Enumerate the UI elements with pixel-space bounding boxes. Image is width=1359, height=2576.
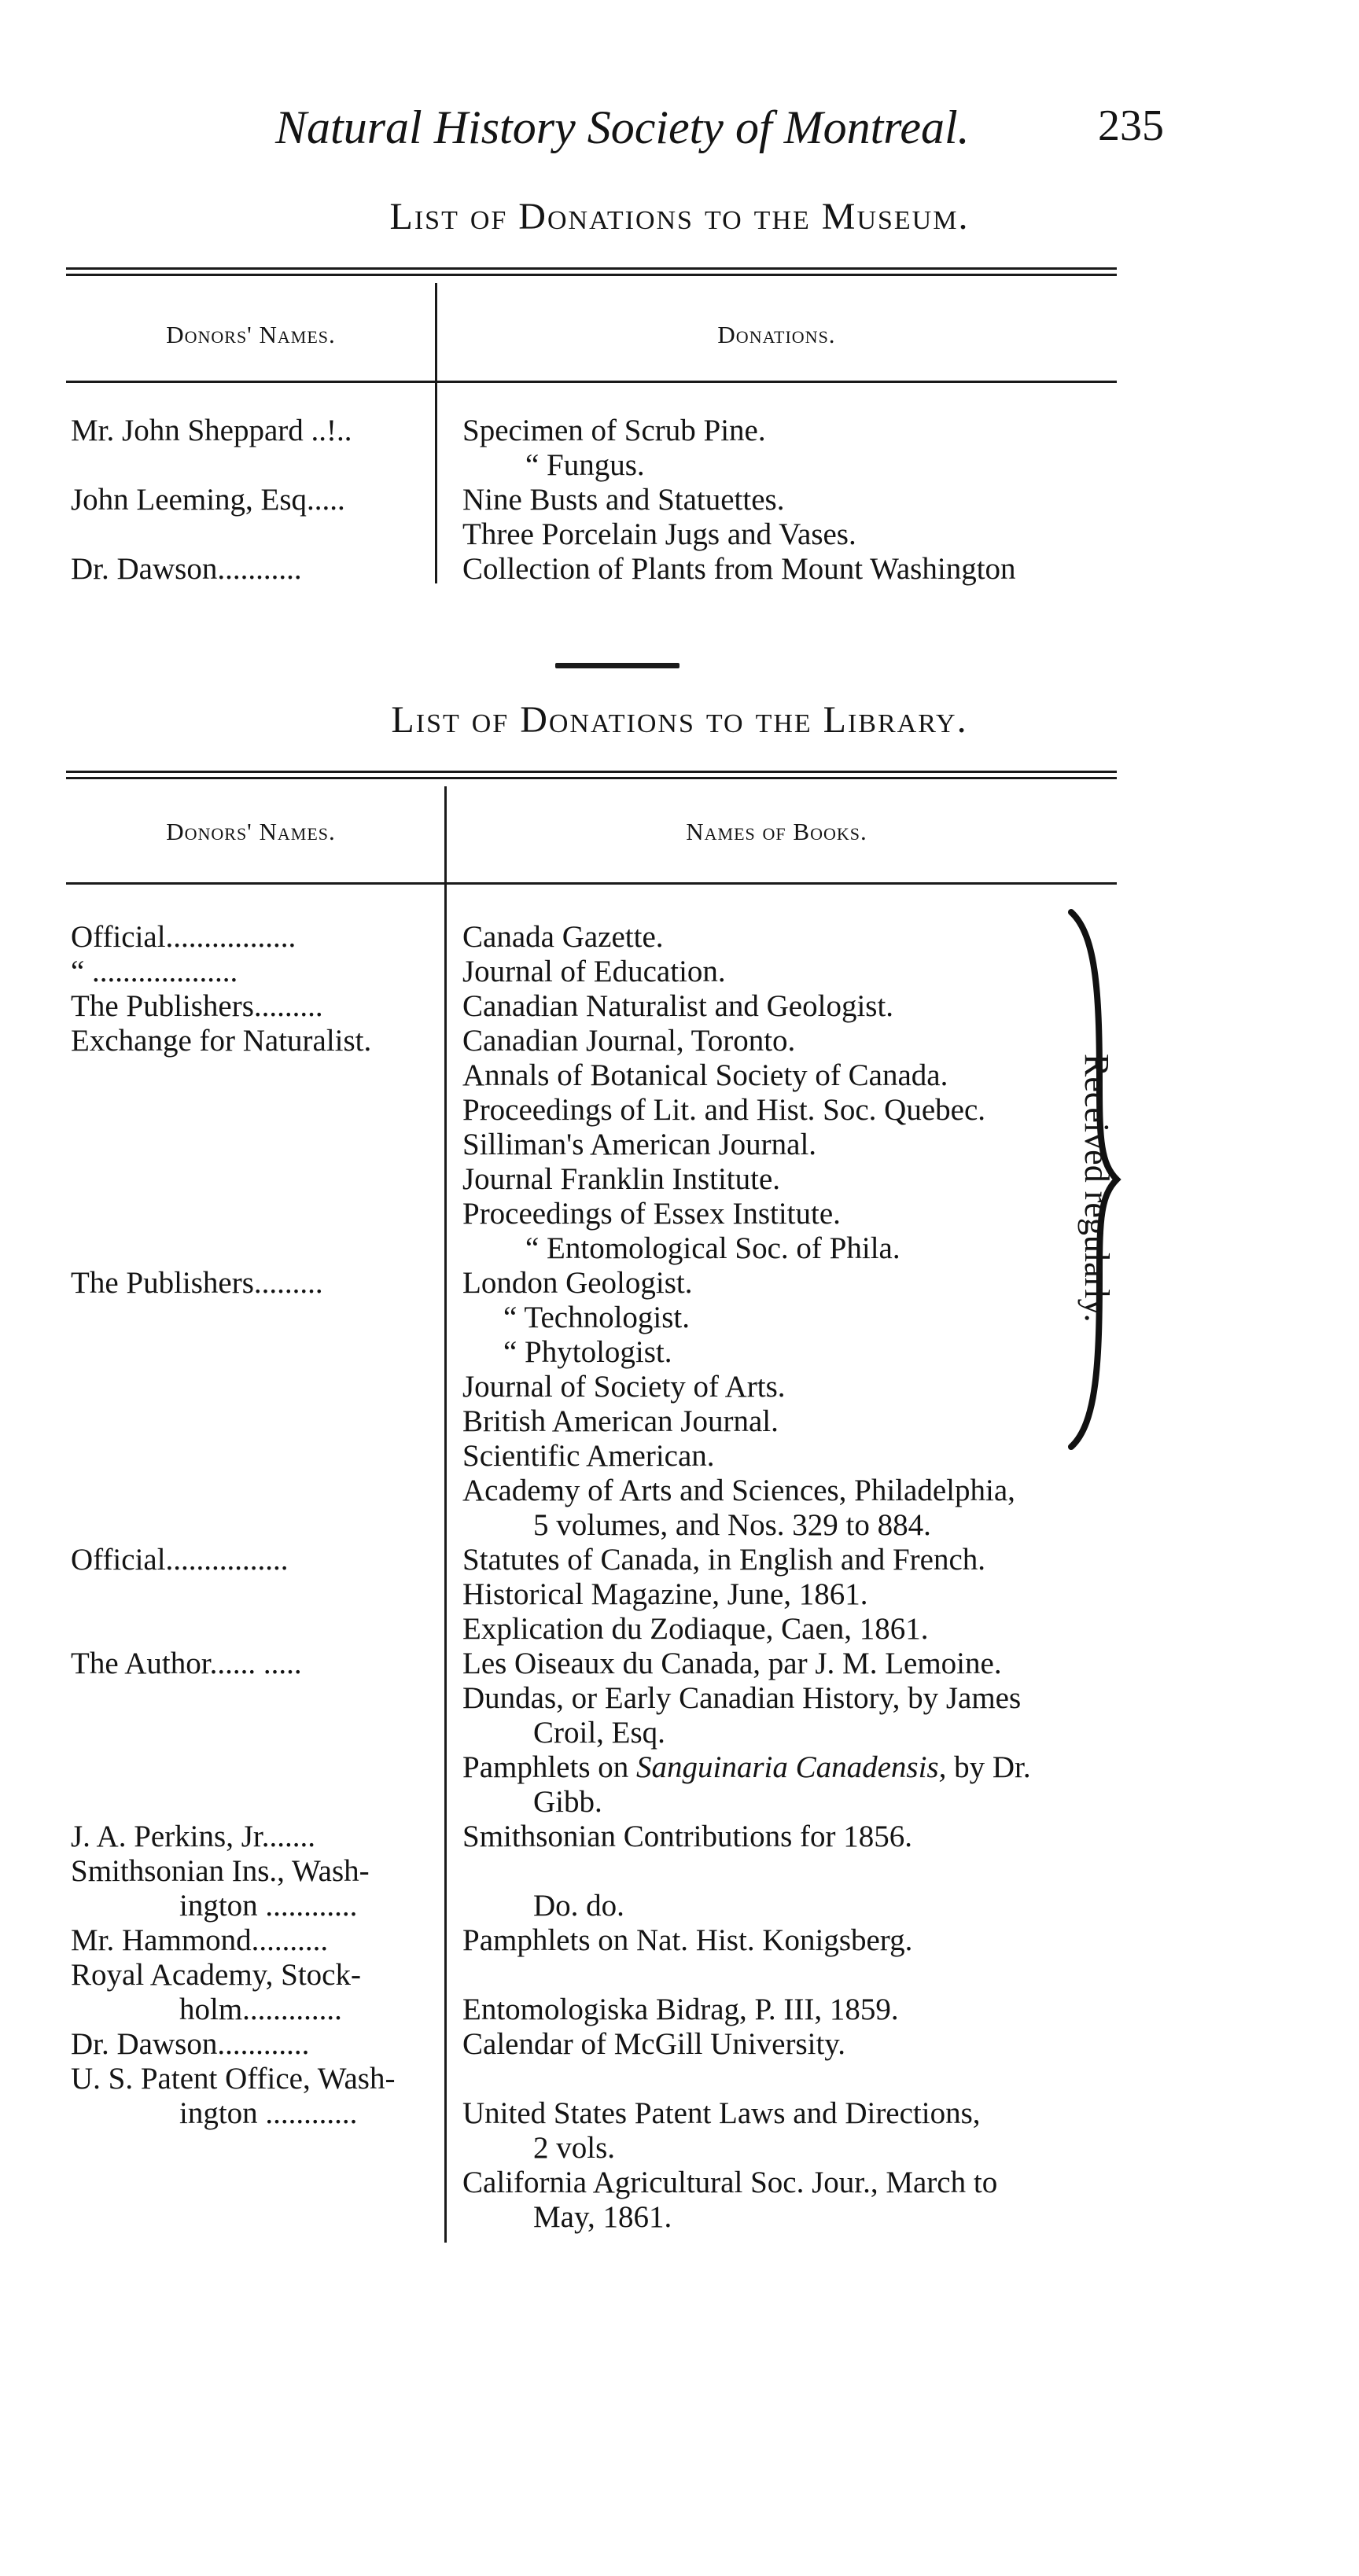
museum-donor: Mr. John Sheppard ..!..	[71, 414, 352, 447]
library-donor: J. A. Perkins, Jr.......	[71, 1820, 315, 1853]
book-title: “ Technologist.	[503, 1301, 691, 1334]
museum-donation: “ Fungus.	[525, 448, 645, 482]
library-top-rule-2	[66, 777, 1117, 779]
book-title: Do. do.	[533, 1889, 624, 1923]
library-col-books: Names of Books.	[686, 818, 867, 845]
library-donor: Official................	[71, 1543, 289, 1577]
book-title: Proceedings of Essex Institute.	[462, 1197, 841, 1231]
page-header	[275, 101, 1164, 156]
book-title: Explication du Zodiaque, Caen, 1861.	[462, 1612, 929, 1646]
library-donor: Royal Academy, Stock-	[71, 1958, 361, 1992]
book-title: Entomologiska Bidrag, P. III, 1859.	[462, 1993, 899, 2026]
section-divider	[555, 663, 680, 668]
book-title: Annals of Botanical Society of Canada.	[462, 1058, 948, 1092]
book-title: California Agricultural Soc. Jour., March to	[462, 2166, 998, 2199]
library-donor: “ ...................	[71, 955, 238, 988]
book-title: Silliman's American Journal.	[462, 1128, 817, 1161]
library-donor: The Author...... .....	[71, 1647, 302, 1680]
book-title: Historical Magazine, June, 1861.	[462, 1577, 868, 1611]
book-title: London Geologist.	[462, 1266, 693, 1300]
book-title: Journal of Society of Arts.	[462, 1370, 786, 1404]
book-title: Academy of Arts and Sciences, Philadelphia,	[462, 1474, 1015, 1507]
book-title: United States Patent Laws and Directions,	[462, 2096, 981, 2130]
book-title: “ Phytologist.	[503, 1335, 672, 1369]
book-title-part: by Dr.	[954, 1750, 1031, 1784]
library-donor: Mr. Hammond..........	[71, 1923, 329, 1957]
library-donor: The Publishers.........	[71, 1266, 323, 1300]
book-title: Journal Franklin Institute.	[462, 1162, 781, 1196]
museum-col-donations: Donations.	[717, 321, 836, 348]
museum-donation: Collection of Plants from Mount Washington	[462, 552, 1016, 586]
book-title: Canadian Journal, Toronto.	[462, 1024, 796, 1058]
museum-donor: Dr. Dawson...........	[71, 552, 302, 586]
museum-donation: Three Porcelain Jugs and Vases.	[462, 517, 856, 551]
book-title-italic: Sanguinaria Canadensis,	[636, 1750, 947, 1784]
museum-donor: John Leeming, Esq.....	[71, 483, 345, 517]
library-donor: Dr. Dawson............	[71, 2027, 310, 2061]
book-title-continued: Croil, Esq.	[533, 1716, 665, 1750]
museum-top-rule-2	[66, 274, 1117, 276]
book-title: Statutes of Canada, in English and French.	[462, 1543, 986, 1577]
book-title: British American Journal.	[462, 1404, 779, 1438]
museum-header-rule	[66, 381, 1117, 383]
page-number: 235	[1098, 101, 1164, 150]
museum-donation: Specimen of Scrub Pine.	[462, 414, 766, 447]
book-title: Dundas, or Early Canadian History, by James	[462, 1681, 1022, 1715]
library-donor: ington ............	[179, 2096, 358, 2130]
library-col-donors: Donors' Names.	[166, 818, 336, 845]
book-title: Proceedings of Lit. and Hist. Soc. Quebec.	[462, 1093, 986, 1127]
library-donor: U. S. Patent Office, Wash-	[71, 2062, 396, 2096]
book-title: Journal of Education.	[462, 955, 726, 988]
library-donor: ington ............	[179, 1889, 358, 1923]
book-title-part: Pamphlets on	[462, 1750, 629, 1784]
book-title-continued: 5 volumes, and Nos. 329 to 884.	[533, 1508, 931, 1542]
book-title: Pamphlets on Nat. Hist. Konigsberg.	[462, 1923, 913, 1957]
book-title-continued: Gibb.	[533, 1785, 602, 1819]
book-title: “ Entomological Soc. of Phila.	[525, 1231, 900, 1265]
book-title: Scientific American.	[462, 1439, 715, 1473]
library-donor: holm.............	[179, 1993, 342, 2026]
book-title-continued: 2 vols.	[533, 2131, 616, 2165]
library-donor: Smithsonian Ins., Wash-	[71, 1854, 370, 1888]
library-donor: The Publishers.........	[71, 989, 323, 1023]
book-title: Canadian Naturalist and Geologist.	[462, 989, 894, 1023]
museum-heading: List of Donations to the Museum.	[389, 196, 970, 237]
book-title: Les Oiseaux du Canada, par J. M. Lemoine.	[462, 1647, 1002, 1680]
library-top-rule	[66, 771, 1117, 773]
running-title: Natural History Society of Montreal.	[275, 101, 970, 153]
book-title: Smithsonian Contributions for 1856.	[462, 1820, 913, 1853]
library-heading: List of Donations to the Library.	[391, 699, 968, 741]
museum-col-donors: Donors' Names.	[166, 321, 336, 348]
library-donor: Official.................	[71, 920, 296, 954]
museum-top-rule	[66, 267, 1117, 270]
book-title: Calendar of McGill University.	[462, 2027, 846, 2061]
book-title	[462, 1750, 1031, 1785]
received-regularly-note: Received regularly.	[1077, 1054, 1116, 1323]
book-title-continued: May, 1861.	[533, 2200, 672, 2234]
library-donor: Exchange for Naturalist.	[71, 1024, 372, 1058]
museum-donation: Nine Busts and Statuettes.	[462, 483, 785, 517]
library-header-rule	[66, 882, 1117, 885]
book-title: Canada Gazette.	[462, 920, 664, 954]
